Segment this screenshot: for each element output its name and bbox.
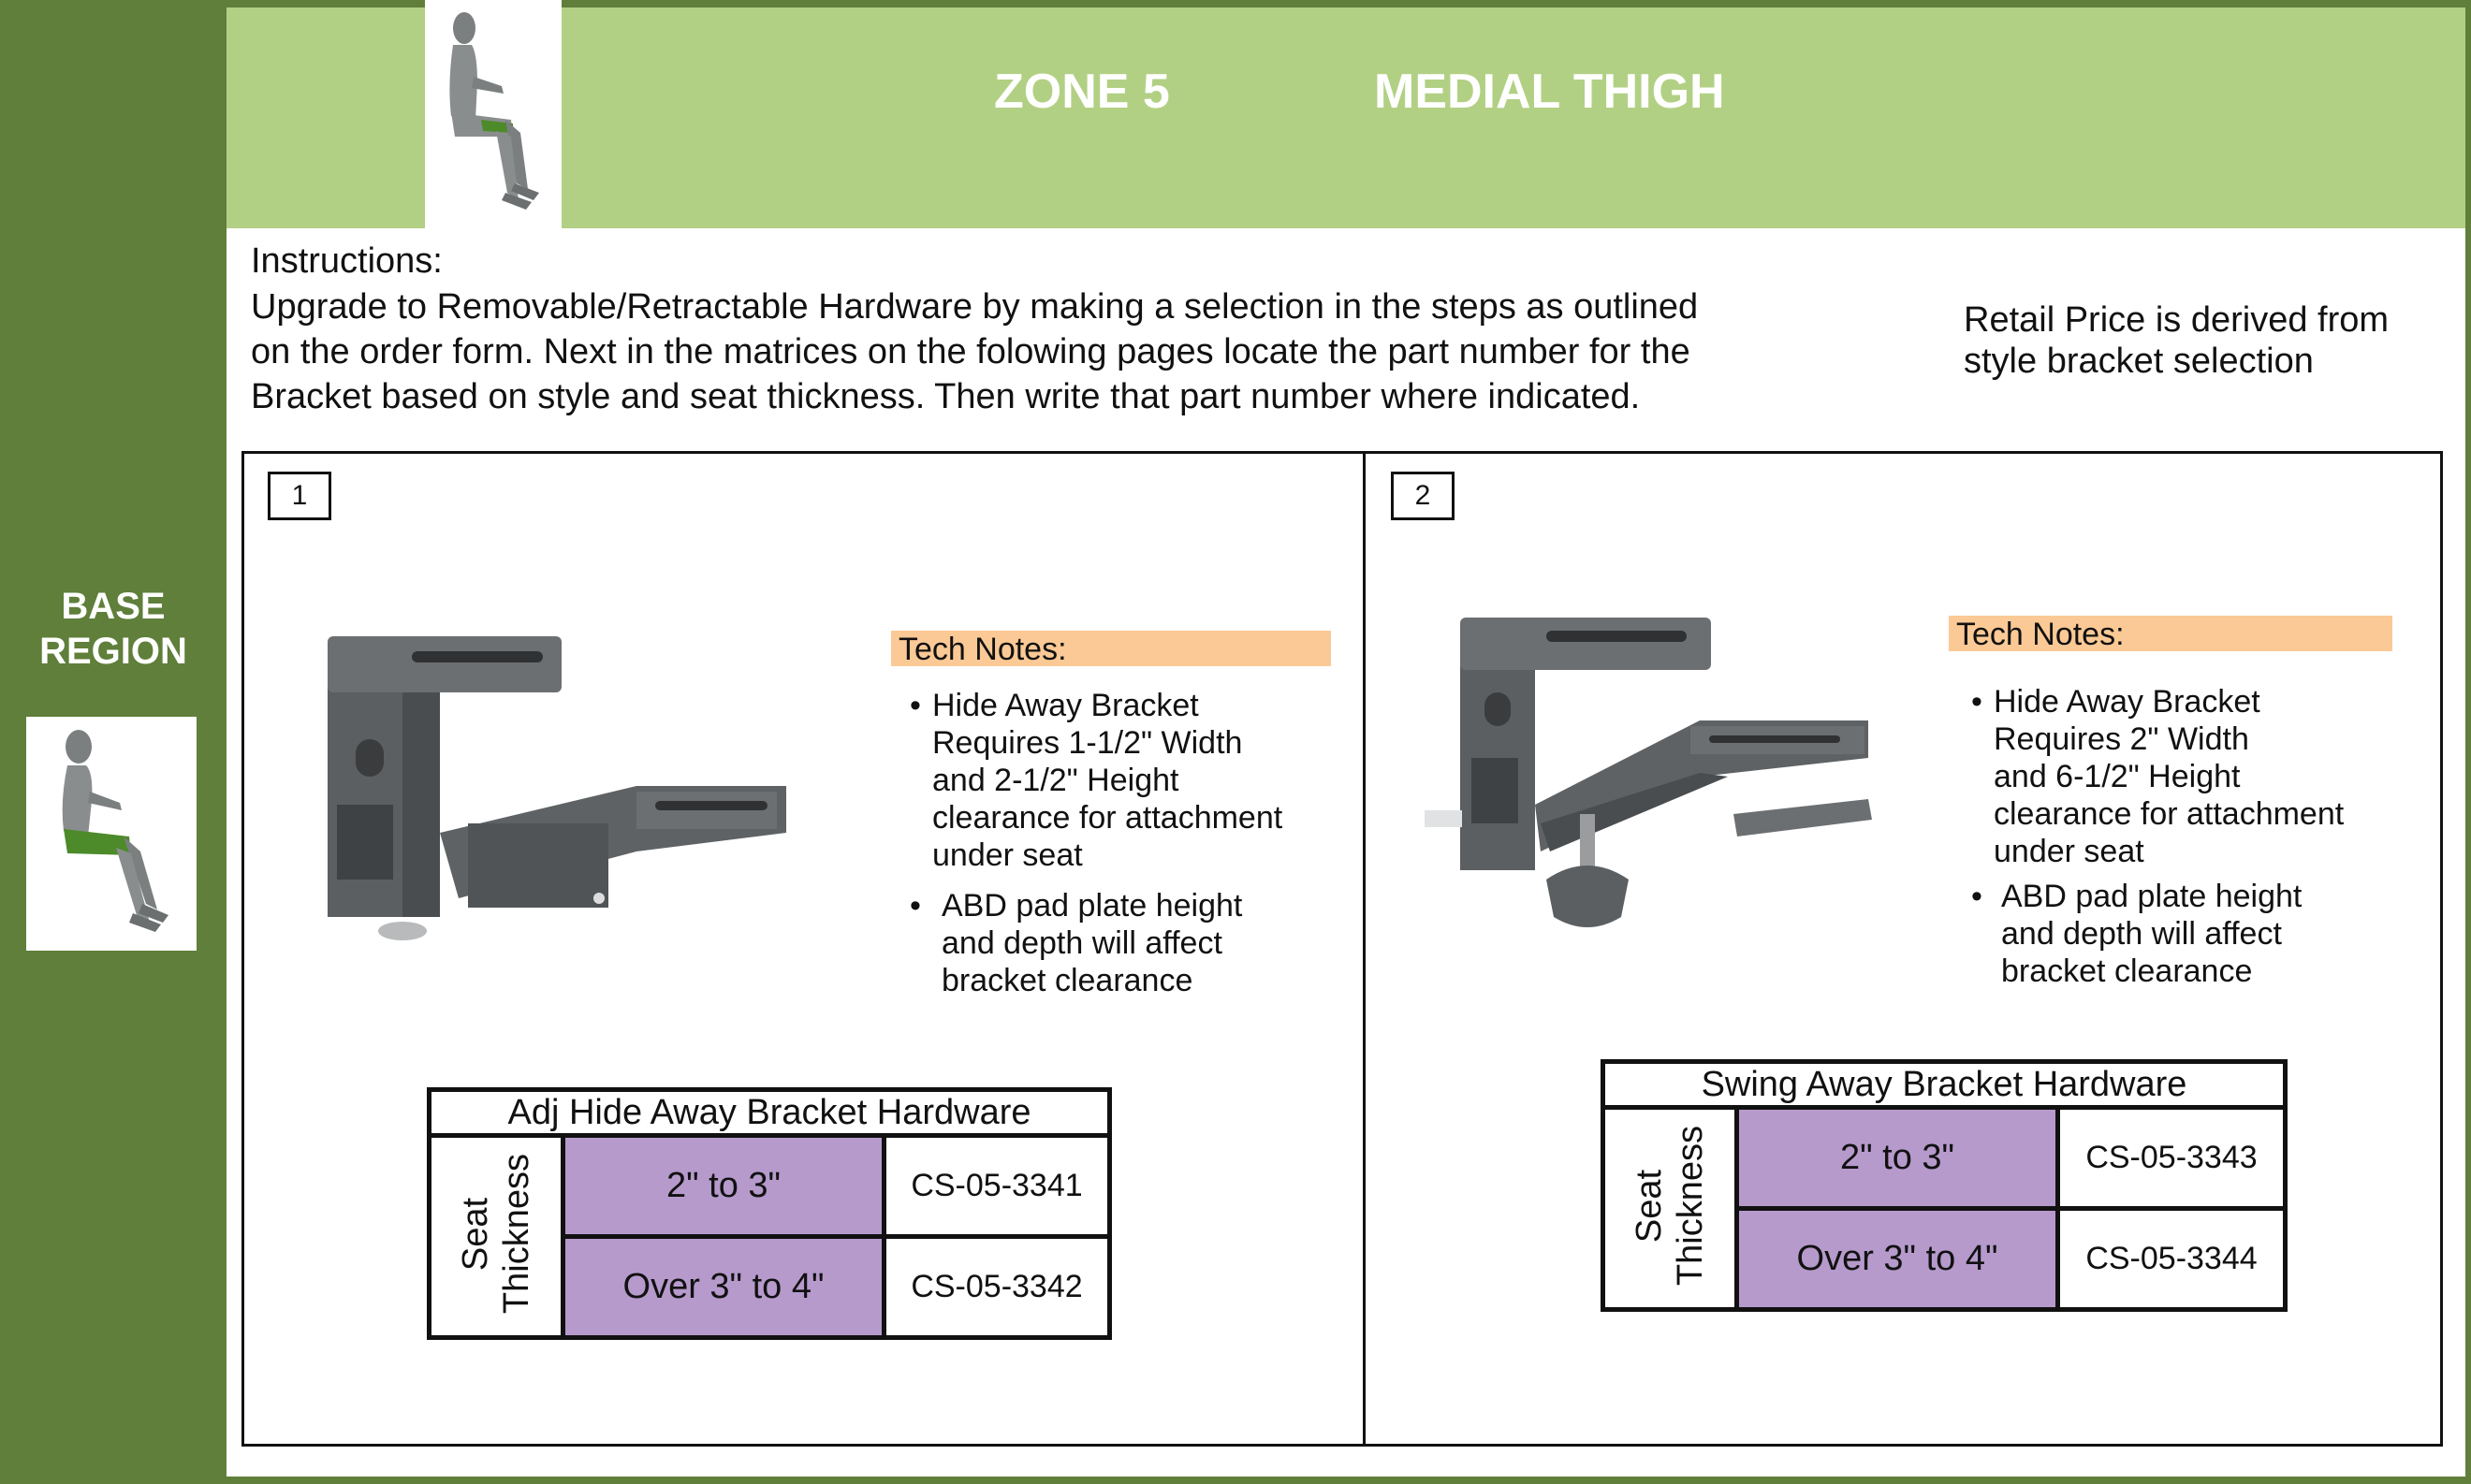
part-number: CS-05-3342	[885, 1237, 1110, 1338]
tech-note	[2001, 878, 2302, 990]
tech-note-line: Hide Away Bracket	[932, 688, 1199, 723]
instructions-line: Bracket based on style and seat thickness. Then write that part number where indicated.	[251, 377, 1641, 416]
table-title: Swing Away Bracket Hardware	[1603, 1062, 2286, 1108]
region-label-line1: BASE	[61, 586, 166, 627]
tech-note-bullet: •	[910, 688, 921, 723]
tech-notes-heading: Tech Notes:	[1949, 616, 2392, 651]
tech-note-bullet: •	[910, 888, 921, 924]
row-header-cell	[1603, 1108, 1737, 1310]
hide-away-bracket-photo	[300, 618, 805, 954]
table-title: Adj Hide Away Bracket Hardware	[430, 1090, 1110, 1136]
row-header-label: Seat Thickness	[456, 1154, 536, 1315]
tech-note-bullet: •	[1971, 879, 1982, 914]
seated-figure-icon	[26, 717, 197, 951]
tech-note	[932, 687, 1282, 874]
seat-thickness-range: 2" to 3"	[1737, 1108, 2058, 1209]
tech-note-line: clearance for attachment	[932, 800, 1283, 836]
tech-note-line: ABD pad plate height	[942, 888, 1243, 924]
tech-note-line: under seat	[932, 837, 1083, 873]
tech-note-line: and 2-1/2" Height	[932, 763, 1179, 798]
tech-note-line: and 6-1/2" Height	[1994, 759, 2241, 794]
tech-note-line: and depth will affect	[942, 925, 1222, 961]
tech-note-line: and depth will affect	[2001, 916, 2282, 952]
tech-note-line: Hide Away Bracket	[1994, 684, 2260, 720]
panel-divider	[1363, 451, 1366, 1447]
tech-note	[942, 887, 1242, 999]
zone-number: ZONE 5	[994, 65, 1170, 119]
price-note-line: Retail Price is derived from	[1964, 300, 2390, 340]
region-label	[0, 584, 227, 674]
tech-note-line: clearance for attachment	[1994, 796, 2345, 832]
tech-note	[1994, 683, 2344, 870]
tech-note-line: ABD pad plate height	[2001, 879, 2303, 914]
tech-note-line: Requires 1-1/2" Width	[932, 725, 1243, 761]
region-label-line2: REGION	[39, 631, 187, 672]
header-band	[227, 7, 2465, 228]
header-figure-thumbnail	[425, 0, 562, 228]
seated-figure-thumbnail	[26, 717, 197, 951]
part-number: CS-05-3341	[885, 1136, 1110, 1237]
seated-figure-icon	[425, 0, 562, 228]
instructions-label: Instructions:	[251, 241, 443, 281]
tech-note-line: under seat	[1994, 834, 2144, 869]
row-header-cell	[430, 1136, 563, 1338]
tech-note-bullet: •	[1971, 684, 1982, 720]
instructions-line: Upgrade to Removable/Retractable Hardware by making a selection in the steps as outlined	[251, 287, 1699, 327]
tech-note-line: Requires 2" Width	[1994, 721, 2249, 757]
tech-note-line: bracket clearance	[2001, 953, 2253, 989]
part-number: CS-05-3343	[2058, 1108, 2286, 1209]
seat-thickness-range: 2" to 3"	[563, 1136, 885, 1237]
retail-price-note	[1964, 299, 2450, 382]
seat-thickness-range: Over 3" to 4"	[1737, 1209, 2058, 1310]
swing-away-bracket-photo	[1419, 599, 1906, 954]
part-number: CS-05-3344	[2058, 1209, 2286, 1310]
zone-title: MEDIAL THIGH	[1374, 65, 1725, 119]
price-note-line: style bracket selection	[1964, 342, 2314, 381]
step-number-box: 1	[268, 472, 331, 520]
tech-notes-heading: Tech Notes:	[891, 631, 1331, 666]
instructions-line: on the order form. Next in the matrices on the folowing pages locate the part number for the	[251, 332, 1690, 371]
tech-note-line: bracket clearance	[942, 963, 1193, 998]
step-number-box: 2	[1391, 472, 1455, 520]
seat-thickness-range: Over 3" to 4"	[563, 1237, 885, 1338]
hardware-table	[1601, 1059, 2288, 1312]
row-header-label: Seat Thickness	[1630, 1126, 1710, 1287]
hardware-table	[427, 1087, 1112, 1340]
instructions-text	[251, 284, 1842, 419]
